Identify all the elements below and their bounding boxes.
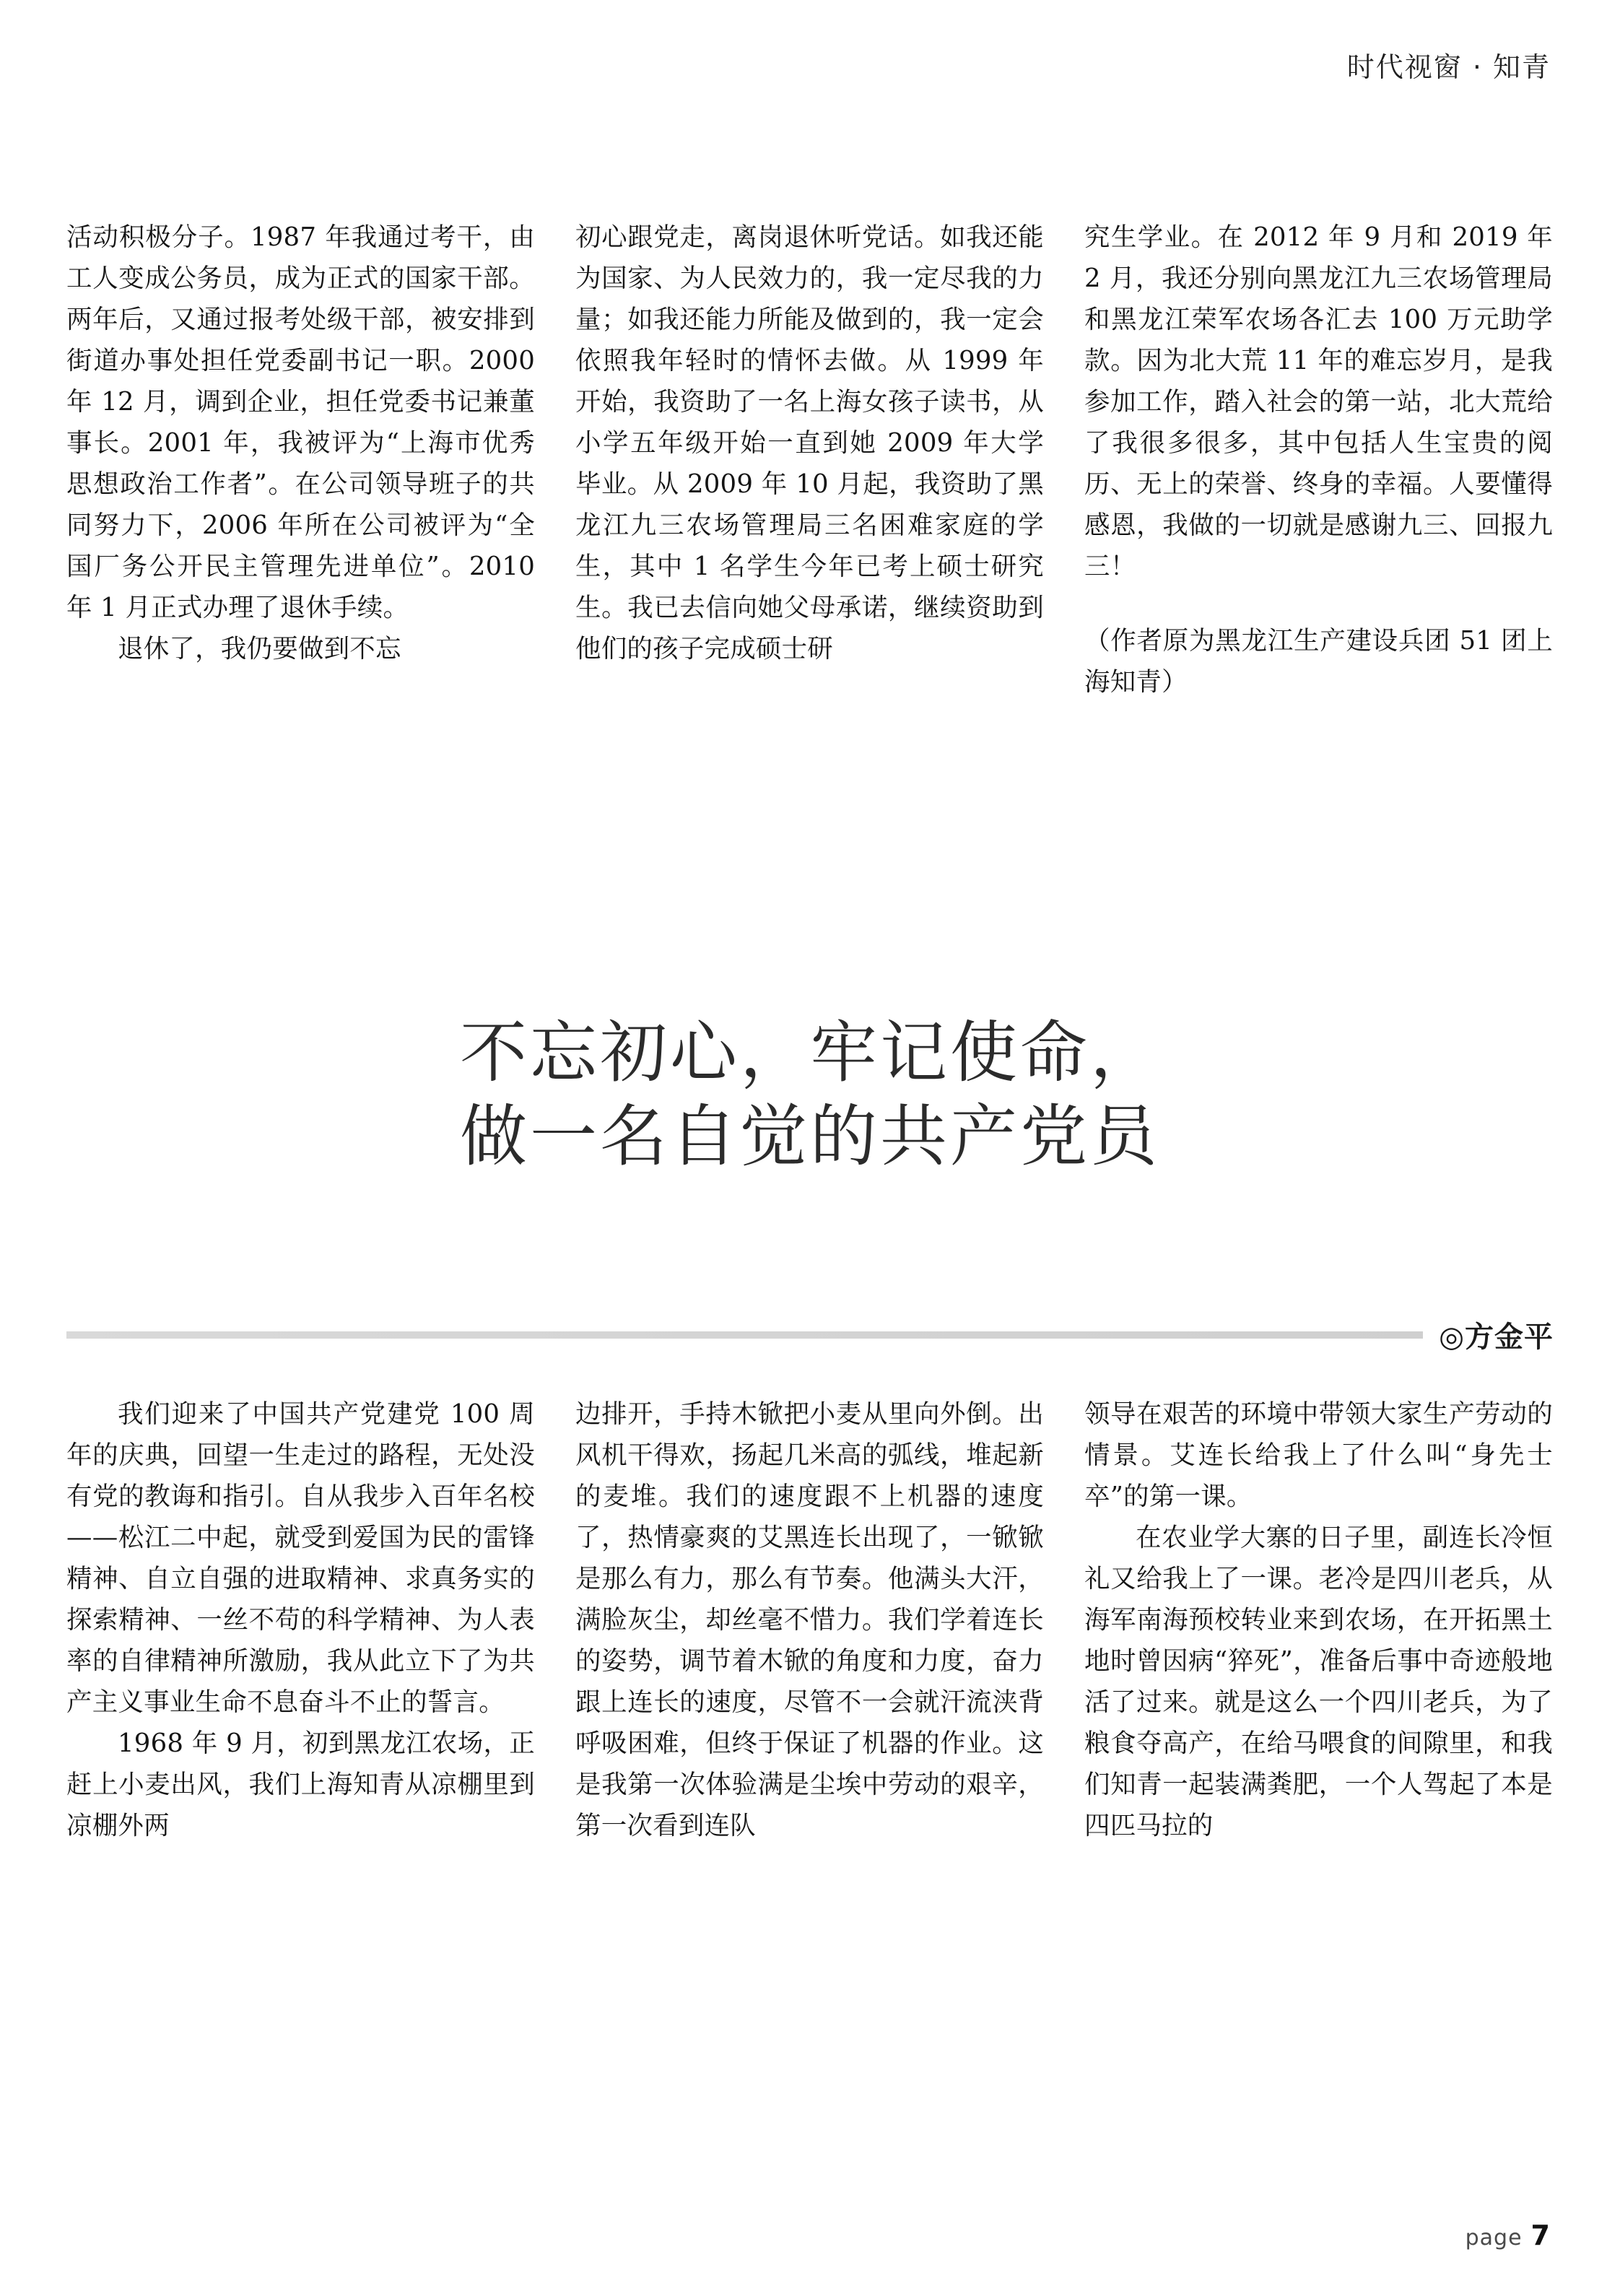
headline-line-2: 做一名自觉的共产党员 <box>460 1097 1160 1175</box>
column-1 <box>66 217 535 703</box>
column-2 <box>575 1393 1044 1846</box>
byline-row <box>66 1314 1554 1355</box>
paragraph: 领导在艰苦的环境中带领大家生产劳动的情景。艾连长给我上了什么叫“身先士卒”的第一课。 <box>1084 1399 1553 1511</box>
continued-article-columns <box>66 217 1554 703</box>
paragraph: 初心跟党走，离岗退休听党话。如我还能为国家、为人民效力的，我一定尽我的力量；如我还能力所能及做到的，我一定会依照我年轻时的情怀去做。从 1999 年开始，我资助了一名上海女孩子读书，从小学五年级开始一直到她 2009 年大学毕业。从 2009 年 10 月起，我资助了黑龙江九三农场管理局三名困难家庭的学生，其中 1 名学生今年已考上硕士研究生。我已去信向她父母承诺，继续资助到他们的孩子完成硕士研 <box>575 222 1044 664</box>
byline-divider <box>66 1331 1423 1339</box>
new-article-columns <box>66 1393 1554 1846</box>
column-3 <box>1084 217 1553 703</box>
page-folio <box>1466 2219 1551 2251</box>
byline-author: ◎方金平 <box>1439 1321 1554 1354</box>
folio-label: page <box>1465 2225 1523 2251</box>
article-headline <box>66 1011 1554 1178</box>
paragraph: 究生学业。在 2012 年 9 月和 2019 年 2 月，我还分别向黑龙江九三农场管理局和黑龙江荣军农场各汇去 100 万元助学款。因为北大荒 11 年的难忘岁月，是我参加工作，踏入社会的第一站，北大荒给了我很多很多，其中包括人生宝贵的阅历、无上的荣誉、终身的幸福。人要懂得感恩，我做的一切就是感谢九三、回报九三！ <box>1084 222 1553 581</box>
column-2 <box>575 217 1044 703</box>
paragraph: 1968 年 9 月，初到黑龙江农场，正赶上小麦出风，我们上海知青从凉棚里到凉棚外两 <box>66 1728 535 1840</box>
column-1 <box>66 1393 535 1846</box>
paragraph: 边排开，手持木锨把小麦从里向外倒。出风机干得欢，扬起几米高的弧线，堆起新的麦堆。我们的速度跟不上机器的速度了，热情豪爽的艾黑连长出现了，一锨锨是那么有力，那么有节奏。他满头大汗，满脸灰尘，却丝毫不惜力。我们学着连长的姿势，调节着木锨的角度和力度，奋力跟上连长的速度，尽管不一会就汗流浃背呼吸困难，但终于保证了机器的作业。这是我第一次体验满是尘埃中劳动的艰辛，第一次看到连队 <box>575 1399 1044 1840</box>
paragraph: 退休了，我仍要做到不忘 <box>118 634 401 664</box>
paragraph: 在农业学大寨的日子里，副连长冷恒礼又给我上了一课。老冷是四川老兵，从海军南海预校转业来到农场，在开拓黑土地时曾因病“猝死”，准备后事中奇迹般地活了过来。就是这么一个四川老兵，为了粮食夺高产，在给马喂食的间隙里，和我们知青一起装满粪肥，一个人驾起了本是四匹马拉的 <box>1084 1523 1553 1840</box>
author-attribution: （作者原为黑龙江生产建设兵团 51 团上海知青） <box>1084 626 1553 697</box>
paragraph: 我们迎来了中国共产党建党 100 周年的庆典，回望一生走过的路程，无处没有党的教诲和指引。自从我步入百年名校——松江二中起，就受到爱国为民的雷锋精神、自立自强的进取精神、求真务实的探索精神、一丝不苟的科学精神、为人表率的自律精神所激励，我从此立下了为共产主义事业生命不息奋斗不止的誓言。 <box>66 1399 535 1717</box>
headline-line-1: 不忘初心，牢记使命， <box>460 1014 1160 1092</box>
folio-number: 7 <box>1530 2219 1551 2251</box>
running-head: 时代视窗 · 知青 <box>1346 51 1551 83</box>
column-3 <box>1084 1393 1553 1846</box>
paragraph: 活动积极分子。1987 年我通过考干，由工人变成公务员，成为正式的国家干部。两年后，又通过报考处级干部，被安排到街道办事处担任党委副书记一职。2000 年 12 月，调到企业，担任党委书记兼董事长。2001 年，我被评为“上海市优秀思想政治工作者”。在公司领导班子的共同努力下，2006 年所在公司被评为“全国厂务公开民主管理先进单位”。2010 年 1 月正式办理了退休手续。 <box>66 222 535 622</box>
